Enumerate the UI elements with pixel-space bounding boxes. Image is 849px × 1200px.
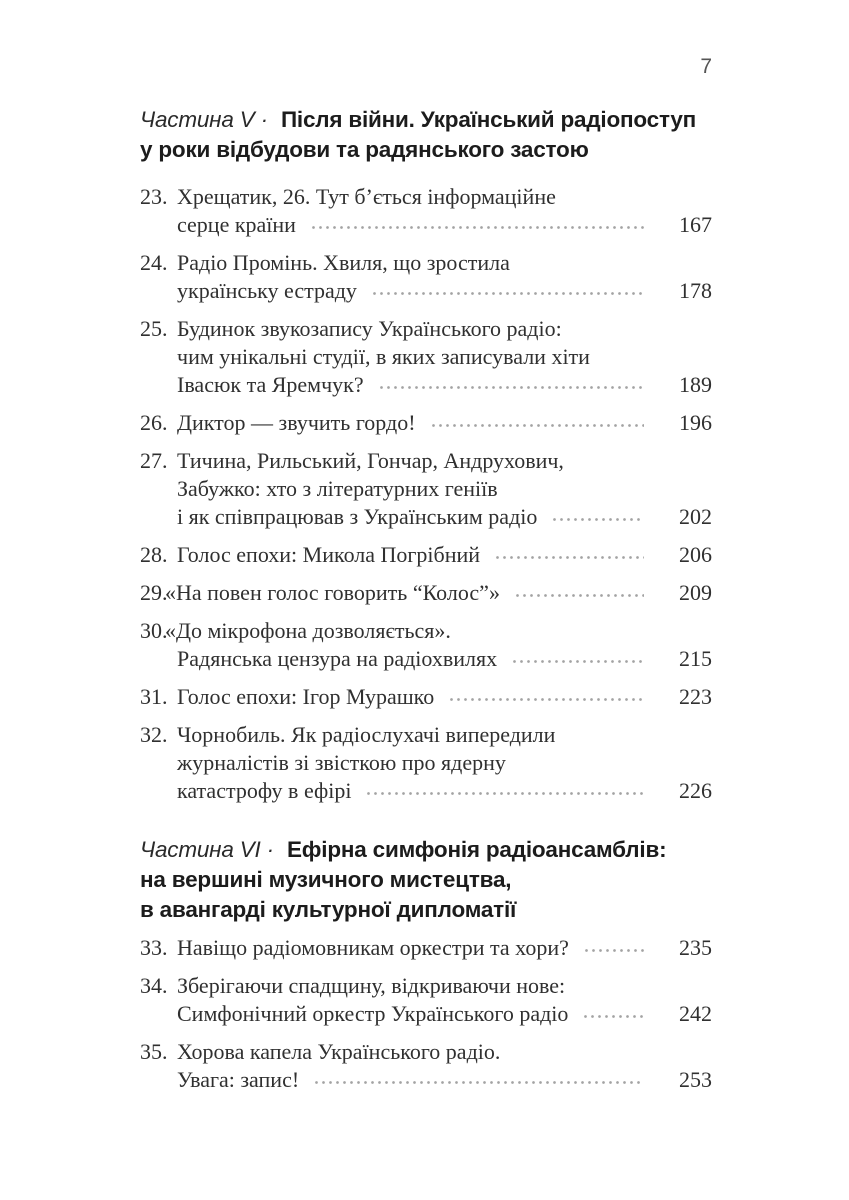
part-vi-title-line: в авангарді культурної дипломатії bbox=[140, 897, 517, 922]
entry-line bbox=[177, 749, 712, 777]
entry-line bbox=[177, 315, 712, 343]
entry-page-number: 206 bbox=[679, 542, 712, 567]
entry-title bbox=[177, 1038, 712, 1094]
entry-title-line: Будинок звукозапису Українського радіо: bbox=[177, 316, 562, 341]
entry-line bbox=[177, 972, 712, 1000]
toc-entry bbox=[140, 541, 712, 569]
entries-list-part-v bbox=[140, 183, 712, 805]
entry-page-number: 178 bbox=[679, 278, 712, 303]
dot-leader bbox=[582, 1012, 644, 1021]
part-v-title-line: у роки відбудови та радянського застою bbox=[140, 137, 589, 162]
dot-leader bbox=[313, 1078, 644, 1087]
entry-title bbox=[177, 721, 712, 805]
toc-entry bbox=[140, 1038, 712, 1094]
entry-line bbox=[177, 541, 712, 569]
dot-leader bbox=[371, 289, 644, 298]
entry-title-line: Радіо Промінь. Хвиля, що зростила bbox=[177, 250, 510, 275]
entry-title bbox=[177, 934, 712, 962]
entry-number: 26. bbox=[140, 410, 168, 435]
entry-title-line: Симфонічний оркестр Українського радіо bbox=[177, 1001, 569, 1026]
entry-number: 34. bbox=[140, 973, 168, 998]
part-vi-title-line: Ефірна симфонія радіоансамблів: bbox=[286, 837, 667, 862]
entry-title-line: Хорова капела Українського радіо. bbox=[177, 1039, 501, 1064]
entry-line bbox=[177, 1038, 712, 1066]
entry-number: 24. bbox=[140, 250, 168, 275]
entry-line bbox=[177, 343, 712, 371]
entry-number: 29. bbox=[140, 580, 168, 605]
entry-line bbox=[177, 934, 712, 962]
entry-number: 23. bbox=[140, 184, 168, 209]
entry-title-line: Радянська цензура на радіохвилях bbox=[177, 646, 498, 671]
dot-leader bbox=[310, 223, 644, 232]
part-v-heading-line bbox=[140, 105, 712, 135]
page-number: 7 bbox=[700, 55, 712, 78]
entry-title-line: українську естраду bbox=[177, 278, 357, 303]
entry-title-line: Голос епохи: Ігор Мурашко bbox=[177, 684, 435, 709]
entry-line bbox=[177, 277, 712, 305]
entry-number: 32. bbox=[140, 722, 168, 747]
entry-line bbox=[165, 617, 712, 645]
entry-title-line: Хрещатик, 26. Тут б’ється інформаційне bbox=[177, 184, 556, 209]
entry-line bbox=[177, 1000, 712, 1028]
part-v-title-line: Після війни. Український радіопоступ bbox=[280, 107, 697, 132]
entry-title bbox=[177, 541, 712, 569]
entry-title bbox=[177, 409, 712, 437]
part-vi-title-line: на вершині музичного мистецтва, bbox=[140, 867, 512, 892]
entry-number: 27. bbox=[140, 448, 168, 473]
entry-line bbox=[177, 447, 712, 475]
dot-leader bbox=[511, 657, 644, 666]
toc-entry bbox=[140, 972, 712, 1028]
entry-line bbox=[165, 579, 712, 607]
entry-title bbox=[177, 183, 712, 239]
entry-title-line: катастрофу в ефірі bbox=[177, 778, 352, 803]
entry-title bbox=[177, 447, 712, 531]
entry-number: 33. bbox=[140, 935, 168, 960]
part-section-vi bbox=[140, 835, 712, 1094]
entry-page-number: 196 bbox=[679, 410, 712, 435]
entry-number: 28. bbox=[140, 542, 168, 567]
toc-entry bbox=[140, 447, 712, 531]
entry-title-line: чим унікальні студії, в яких записували хіти bbox=[177, 344, 590, 369]
entry-line bbox=[177, 777, 712, 805]
entry-line bbox=[177, 211, 712, 239]
dot-leader bbox=[551, 515, 644, 524]
part-v-heading bbox=[140, 105, 712, 165]
toc-entry bbox=[140, 579, 712, 607]
toc-entry bbox=[140, 249, 712, 305]
entry-line bbox=[177, 183, 712, 211]
part-vi-label: Частина VI · bbox=[140, 837, 274, 862]
entry-number: 35. bbox=[140, 1039, 168, 1064]
entry-title bbox=[177, 249, 712, 305]
entry-line bbox=[177, 503, 712, 531]
part-v-label: Частина V · bbox=[140, 107, 268, 132]
toc-entry bbox=[140, 183, 712, 239]
toc-entry bbox=[140, 934, 712, 962]
entry-title-line: і як співпрацював з Українським радіо bbox=[177, 504, 538, 529]
toc-entry bbox=[140, 721, 712, 805]
entry-title-line: «До мікрофона дозволяється». bbox=[165, 618, 451, 643]
entry-page-number: 242 bbox=[679, 1001, 712, 1026]
entries-list-part-vi bbox=[140, 934, 712, 1094]
entry-number: 25. bbox=[140, 316, 168, 341]
entry-title bbox=[177, 315, 712, 399]
entry-line bbox=[177, 409, 712, 437]
entry-title-line: Навіщо радіомовникам оркестри та хори? bbox=[177, 935, 569, 960]
entry-title bbox=[165, 579, 712, 607]
entry-number: 31. bbox=[140, 684, 168, 709]
dot-leader bbox=[583, 946, 644, 955]
entry-title-line: Зберігаючи спадщину, відкриваючи нове: bbox=[177, 973, 566, 998]
entry-page-number: 189 bbox=[679, 372, 712, 397]
dot-leader bbox=[365, 789, 644, 798]
dot-leader bbox=[430, 421, 644, 430]
dot-leader bbox=[494, 553, 644, 562]
part-vi-heading bbox=[140, 835, 712, 925]
toc-entry bbox=[140, 683, 712, 711]
part-vi-heading-line bbox=[140, 835, 712, 865]
entry-title-line: Диктор — звучить гордо! bbox=[177, 410, 416, 435]
entry-title bbox=[165, 617, 712, 673]
entry-line bbox=[177, 645, 712, 673]
entry-page-number: 215 bbox=[679, 646, 712, 671]
entry-page-number: 167 bbox=[679, 212, 712, 237]
entry-title-line: Голос епохи: Микола Погрібний bbox=[177, 542, 481, 567]
dot-leader bbox=[378, 383, 644, 392]
entry-title bbox=[177, 683, 712, 711]
entry-title-line: Чорнобиль. Як радіослухачі випередили bbox=[177, 722, 556, 747]
entry-line bbox=[177, 683, 712, 711]
entry-title bbox=[177, 972, 712, 1028]
entry-line bbox=[177, 249, 712, 277]
entry-title-line: Тичина, Рильський, Гончар, Андрухович, bbox=[177, 448, 564, 473]
entry-title-line: Забужко: хто з літературних геніїв bbox=[177, 476, 498, 501]
toc-entry bbox=[140, 617, 712, 673]
dot-leader bbox=[514, 591, 644, 600]
entry-title-line: «На повен голос говорить “Колос”» bbox=[165, 580, 500, 605]
entry-page-number: 223 bbox=[679, 684, 712, 709]
toc-entry bbox=[140, 409, 712, 437]
toc-entry bbox=[140, 315, 712, 399]
entry-page-number: 253 bbox=[679, 1067, 712, 1092]
entry-line bbox=[177, 1066, 712, 1094]
entry-page-number: 235 bbox=[679, 935, 712, 960]
dot-leader bbox=[448, 695, 644, 704]
entry-title-line: Івасюк та Яремчук? bbox=[177, 372, 364, 397]
entry-number: 30. bbox=[140, 618, 168, 643]
entry-line bbox=[177, 475, 712, 503]
entry-title-line: журналістів зі звісткою про ядерну bbox=[177, 750, 506, 775]
entry-title-line: серце країни bbox=[177, 212, 296, 237]
part-section-v bbox=[140, 105, 712, 805]
entry-line bbox=[177, 371, 712, 399]
entry-page-number: 202 bbox=[679, 504, 712, 529]
entry-line bbox=[177, 721, 712, 749]
entry-page-number: 226 bbox=[679, 778, 712, 803]
entry-title-line: Увага: запис! bbox=[177, 1067, 300, 1092]
entry-page-number: 209 bbox=[679, 580, 712, 605]
